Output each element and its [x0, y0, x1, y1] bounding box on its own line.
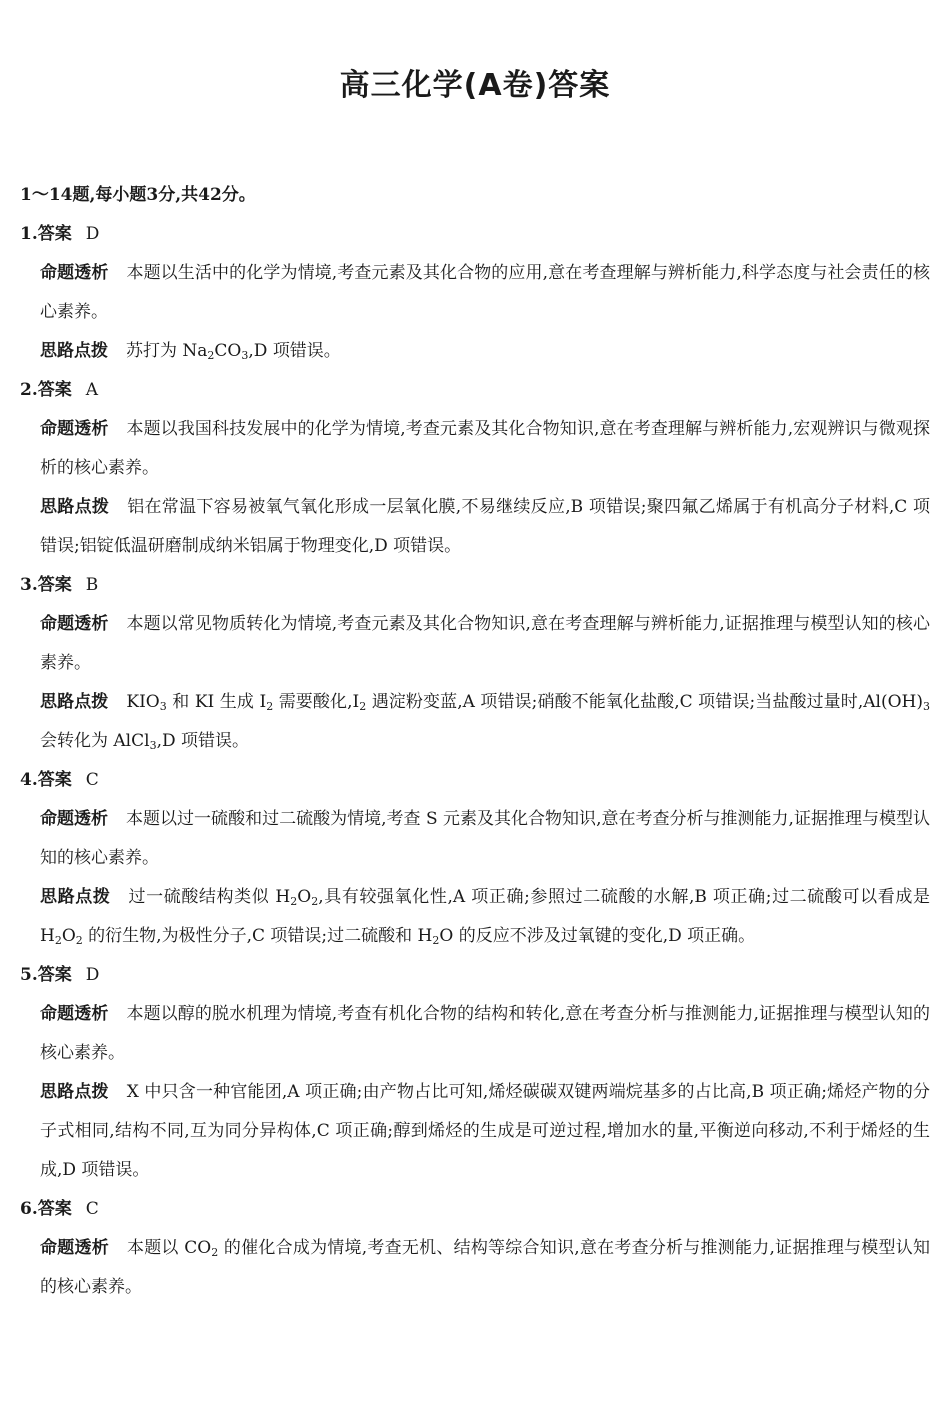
question-header: [20, 215, 930, 254]
answer-label: 答案: [37, 224, 72, 244]
hint-paragraph: [40, 1073, 930, 1190]
hint-paragraph: [40, 488, 930, 566]
answer-value: D: [85, 224, 100, 244]
question-number: 5.: [20, 965, 38, 985]
question-number: 3.: [20, 575, 38, 595]
answer-label: 答案: [37, 380, 72, 400]
answer-value: D: [85, 965, 100, 985]
question-block: [20, 371, 930, 566]
page-title: 高三化学(A卷)答案: [339, 68, 611, 103]
hint-paragraph: [40, 332, 930, 371]
question-header: [20, 761, 930, 800]
analysis-label: 命题透析: [40, 1004, 109, 1024]
hint-paragraph: [40, 878, 930, 956]
question-header: [20, 1190, 930, 1229]
question-number: 4.: [20, 770, 38, 790]
hint-label: 思路点拨: [40, 1082, 109, 1102]
question-list: [20, 215, 930, 1307]
analysis-text: 本题以醇的脱水机理为情境,考查有机化合物的结构和转化,意在考查分析与推测能力,证据推理与模型认知的核心素养。: [40, 1004, 930, 1063]
question-block: [20, 956, 930, 1190]
analysis-text: 本题以生活中的化学为情境,考查元素及其化合物的应用,意在考查理解与辨析能力,科学态度与社会责任的核心素养。: [40, 263, 930, 322]
analysis-paragraph: [40, 800, 930, 878]
answer-label: 答案: [37, 965, 72, 985]
section-intro: 1～14题,每小题3分,共42分。: [20, 185, 256, 205]
hint-text: $KIO_3$ 和 KI 生成 $I_2$ 需要酸化$,I_2$ 遇淀粉变蓝,A 项错误;硝酸不能氧化盐酸,C 项错误;当盐酸过量时$,Al(OH)_3$ 会转化为 AlCl$_3$,D 项错误。: [40, 692, 931, 752]
question-header: [20, 566, 930, 605]
hint-text: 苏打为 $Na_2CO_3,D$ 项错误。: [126, 341, 341, 362]
hint-label: 思路点拨: [40, 692, 109, 712]
question-number: 1.: [20, 224, 38, 244]
analysis-paragraph: [40, 410, 930, 488]
analysis-label: 命题透析: [40, 1238, 109, 1258]
hint-text: X 中只含一种官能团,A 项正确;由产物占比可知,烯烃碳碳双键两端烷基多的占比高,B 项正确;烯烃产物的分子式相同,结构不同,互为同分异构体,C 项正确;醇到烯烃的生成是可逆过程,增加水的量,平衡逆向移动,不利于烯烃的生成,D 项错误。: [40, 1082, 931, 1180]
answer-value: C: [85, 1199, 99, 1219]
hint-text: 铝在常温下容易被氧气氧化形成一层氧化膜,不易继续反应,B 项错误;聚四氟乙烯属于有机高分子材料,C 项错误;铝锭低温研磨制成纳米铝属于物理变化,D 项错误。: [40, 497, 931, 556]
analysis-text: 本题以过一硫酸和过二硫酸为情境,考查 S 元素及其化合物知识,意在考查分析与推测能力,证据推理与模型认知的核心素养。: [40, 809, 930, 868]
answer-value: A: [85, 380, 99, 400]
analysis-label: 命题透析: [40, 419, 109, 439]
answer-content: [20, 176, 930, 1307]
analysis-label: 命题透析: [40, 614, 109, 634]
hint-text: 过一硫酸结构类似 $H_2O_2$,具有较强氧化性,A 项正确;参照过二硫酸的水解,B 项正确;过二硫酸可以看成是 $H_2O_2$ 的衍生物,为极性分子,C 项错误;过二硫酸和 $H_2O$ 的反应不涉及过氧键的变化,D 项正确。: [40, 887, 930, 947]
analysis-text: 本题以 $CO_2$ 的催化合成为情境,考查无机、结构等综合知识,意在考查分析与推测能力,证据推理与模型认知的核心素养。: [40, 1238, 930, 1297]
question-block: [20, 1190, 930, 1307]
analysis-paragraph: [40, 605, 930, 683]
question-number: 2.: [20, 380, 38, 400]
question-header: [20, 956, 930, 995]
answer-label: 答案: [37, 575, 72, 595]
analysis-paragraph: [40, 1229, 930, 1307]
hint-label: 思路点拨: [40, 497, 110, 517]
question-header: [20, 371, 930, 410]
question-block: [20, 566, 930, 761]
hint-label: 思路点拨: [40, 887, 111, 907]
question-number: 6.: [20, 1199, 38, 1219]
question-block: [20, 215, 930, 371]
analysis-text: 本题以我国科技发展中的化学为情境,考查元素及其化合物知识,意在考查理解与辨析能力,宏观辨识与微观探析的核心素养。: [40, 419, 930, 478]
analysis-paragraph: [40, 254, 930, 332]
analysis-text: 本题以常见物质转化为情境,考查元素及其化合物知识,意在考查理解与辨析能力,证据推理与模型认知的核心素养。: [40, 614, 930, 673]
question-block: [20, 761, 930, 956]
hint-label: 思路点拨: [40, 341, 108, 361]
analysis-label: 命题透析: [40, 809, 109, 829]
answer-value: B: [85, 575, 99, 595]
hint-paragraph: [40, 683, 930, 761]
analysis-label: 命题透析: [40, 263, 109, 283]
analysis-paragraph: [40, 995, 930, 1073]
answer-label: 答案: [37, 1199, 72, 1219]
answer-value: C: [85, 770, 99, 790]
answer-label: 答案: [37, 770, 72, 790]
